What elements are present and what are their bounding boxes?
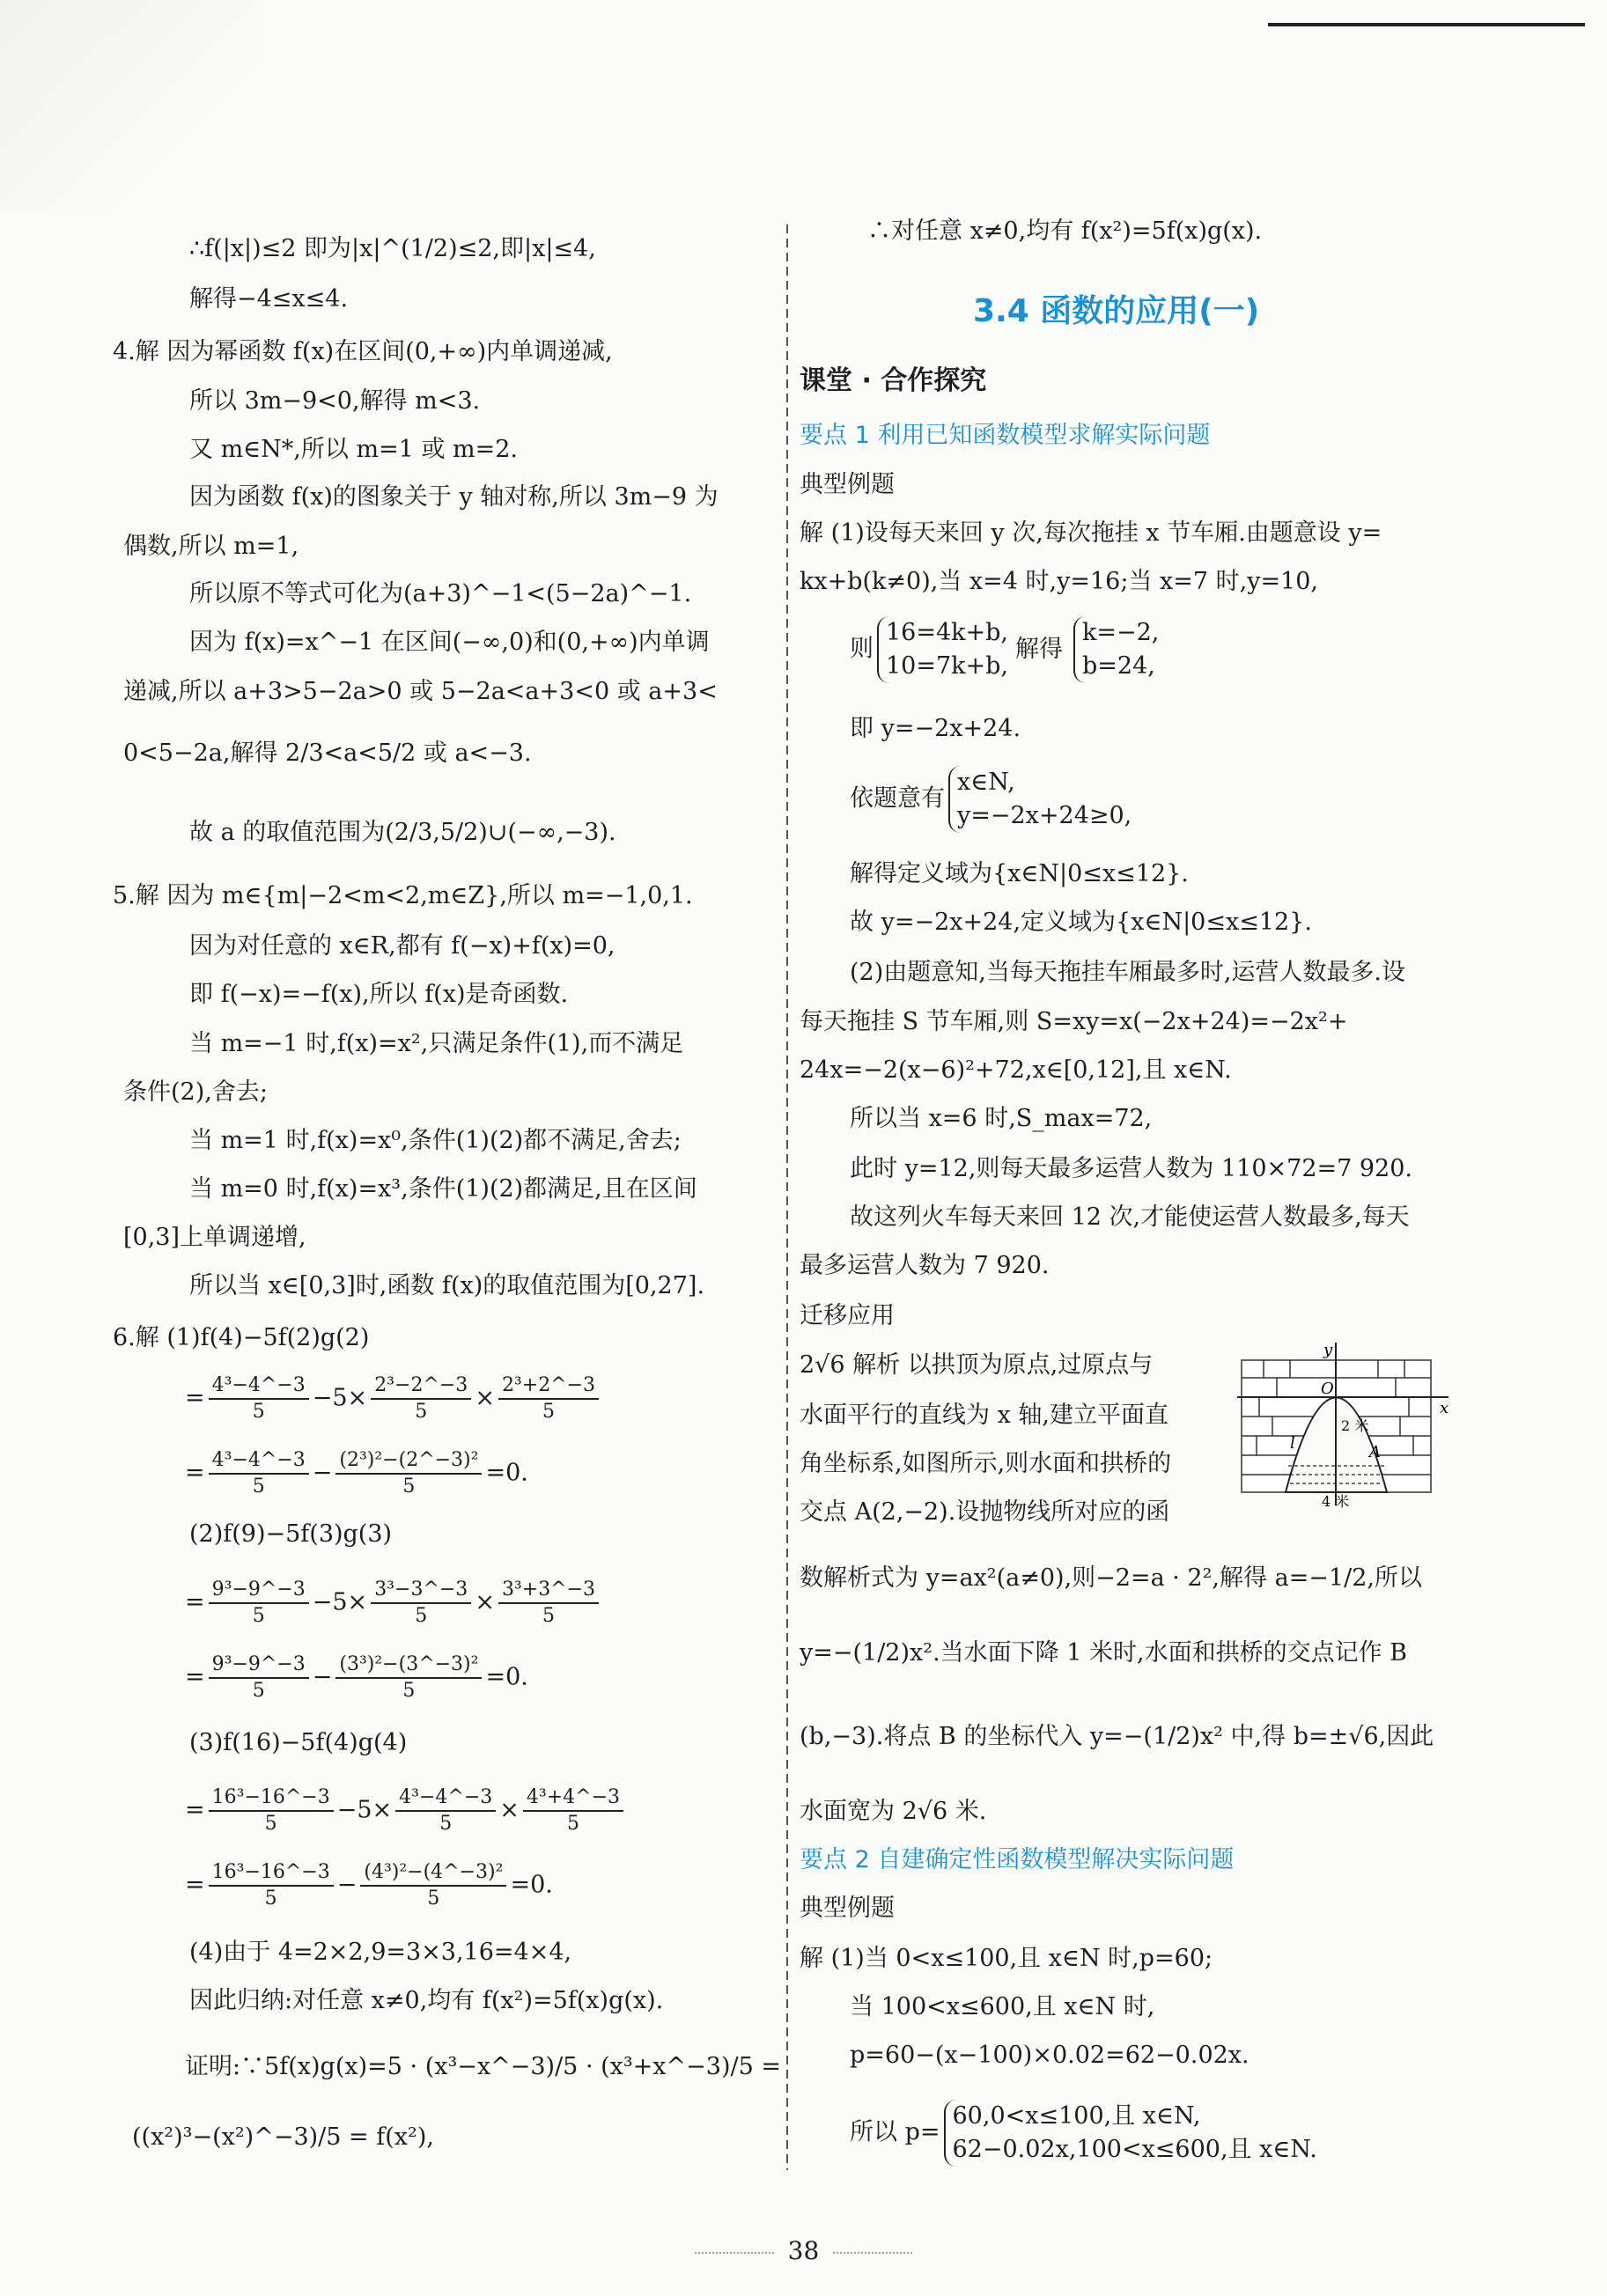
fig-label-o: O [1321,1380,1334,1398]
line: (2)f(9)−5f(3)g(3) [189,1520,393,1548]
fig-label-height: 2 米 [1341,1417,1369,1434]
line: 当 100<x≤600,且 x∈N 时, [850,1993,1155,2020]
page-shadow [0,0,264,211]
equation-3b: = $\frac{\text{16³−16\textasciicircum{}−3}}{5}$ − $\frac{\text{(4³)²−(4\textasciicircum{}−3)²}}{5}$ =0. [185,1861,553,1910]
line: (b,−3).将点 B 的坐标代入 y=−(1/2)x² 中,得 b=±√6,因此 [800,1723,1434,1750]
line: 递减,所以 a+3>5−2a>0 或 5−2a<a+3<0 或 a+3< [123,678,718,705]
line: 4.解 因为幂函数 f(x)在区间(0,+∞)内单调递减, [113,338,613,365]
line: 偶数,所以 m=1, [123,533,299,560]
line: 所以 3m−9<0,解得 m<3. [189,387,481,415]
line: 解 (1)当 0<x≤100,且 x∈N 时,p=60; [800,1945,1213,1972]
line: 故 a 的取值范围为(2/3,5/2)∪(−∞,−3). [189,819,616,846]
line: 当 m=1 时,f(x)=x⁰,条件(1)(2)都不满足,舍去; [189,1127,682,1154]
system-1: 则16=4k+b, 10=7k+b,解得k=−2, b=24, [850,616,1159,683]
fig-label-width: 4 米 [1322,1493,1350,1510]
transfer-heading: 迁移应用 [800,1302,895,1329]
line: 故这列火车每天来回 12 次,才能使运营人数最多,每天 [850,1203,1410,1231]
line: 即 f(−x)=−f(x),所以 f(x)是奇函数. [189,981,569,1008]
line: 所以当 x∈[0,3]时,函数 f(x)的取值范围为[0,27]. [189,1272,705,1299]
line: 水面平行的直线为 x 轴,建立平面直 [800,1402,1168,1429]
line: 条件(2),舍去; [123,1078,268,1106]
section-title: 3.4 函数的应用(一) [973,293,1260,329]
line: (3)f(16)−5f(4)g(4) [189,1729,408,1756]
line: 故 y=−2x+24,定义域为{x∈N|0≤x≤12}. [850,909,1312,936]
line: 5.解 因为 m∈{m|−2<m<2,m∈Z},所以 m=−1,0,1. [113,882,693,909]
equation-2b: = $\frac{\text{9³−9\textasciicircum{}−3}}{5}$ − $\frac{\text{(3³)²−(3\textasciicircum{}−3)²}}{5}$ =0. [185,1653,528,1702]
line: 证明:∵5f(x)g(x)=5 · (x³−x^−3)/5 · (x³+x^−3)/5 = [185,2053,781,2080]
line: 因为对任意的 x∈R,都有 f(−x)+f(x)=0, [189,932,616,960]
arch-bridge-figure [1237,1343,1453,1510]
example-heading-2: 典型例题 [800,1895,895,1922]
line: 当 m=0 时,f(x)=x³,条件(1)(2)都满足,且在区间 [189,1175,697,1203]
line: 6.解 (1)f(4)−5f(2)g(2) [113,1324,370,1351]
line: 解得定义域为{x∈N|0≤x≤12}. [850,860,1189,887]
column-divider [786,224,788,2170]
line: 即 y=−2x+24. [850,715,1021,742]
equation-2a: = $\frac{\text{9³−9\textasciicircum{}−3}}{5}$ −5× $\frac{\text{3³−3\textasciicircum{}−3}}{5}$ × $\frac{\text{3³+3\textasciicircum{}−3}}{5}$ [185,1578,602,1629]
fig-label-l: l [1290,1434,1295,1453]
fig-label-y: y [1323,1343,1333,1359]
fig-label-x: x [1440,1399,1449,1417]
line: 角坐标系,如图所示,则水面和拱桥的 [800,1450,1172,1477]
top-rule [1268,23,1585,26]
line: y=−(1/2)x².当水面下降 1 米时,水面和拱桥的交点记作 B [800,1639,1408,1667]
line: 数解析式为 y=ax²(a≠0),则−2=a · 2²,解得 a=−1/2,所以 [800,1564,1422,1592]
line: 因为函数 f(x)的图象关于 y 轴对称,所以 3m−9 为 [189,483,719,511]
system-2: 依题意有x∈N, y=−2x+24≥0, [850,766,1132,833]
line: ∴对任意 x≠0,均有 f(x²)=5f(x)g(x). [867,217,1263,245]
line: kx+b(k≠0),当 x=4 时,y=16;当 x=7 时,y=10, [800,568,1319,595]
line: 所以原不等式可化为(a+3)^−1<(5−2a)^−1. [189,580,692,607]
line: 又 m∈N*,所以 m=1 或 m=2. [189,436,519,463]
line: 解 (1)设每天来回 y 次,每次拖挂 x 节车厢.由题意设 y= [800,519,1382,547]
point-heading-2: 要点 2 自建确定性函数模型解决实际问题 [800,1846,1235,1873]
line: [0,3]上单调递增, [123,1224,306,1251]
line: 当 m=−1 时,f(x)=x²,只满足条件(1),而不满足 [189,1030,684,1057]
line: ∴f(|x|)≤2 即为|x|^(1/2)≤2,即|x|≤4, [189,235,596,262]
line: 此时 y=12,则每天最多运营人数为 110×72=7 920. [850,1155,1412,1182]
line: 2√6 解析 以拱顶为原点,过原点与 [800,1351,1154,1379]
fig-label-a: A [1369,1443,1381,1461]
line: (2)由题意知,当每天拖挂车厢最多时,运营人数最多.设 [850,959,1405,986]
line: 水面宽为 2√6 米. [800,1798,987,1825]
line: 解得−4≤x≤4. [189,285,349,313]
example-heading-1: 典型例题 [800,471,895,498]
equation-1a: = $\frac{\text{4³−4\textasciicircum{}−3}}{5}$ −5× $\frac{\text{2³−2\textasciicircum{}−3}}{5}$ × $\frac{\text{2³+2\textasciicircum{}−3}}{5}$ [185,1373,602,1424]
point-heading-1: 要点 1 利用已知函数模型求解实际问题 [800,422,1211,449]
line: 交点 A(2,−2).设抛物线所对应的函 [800,1498,1170,1526]
line: 每天拖挂 S 节车厢,则 S=xy=x(−2x+24)=−2x²+ [800,1008,1348,1035]
line: 最多运营人数为 7 920. [800,1252,1050,1279]
line: 0<5−2a,解得 2/3<a<5/2 或 a<−3. [123,740,532,767]
line: (4)由于 4=2×2,9=3×3,16=4×4, [189,1939,572,1966]
line: ((x²)³−(x²)^−3)/5 = f(x²), [132,2123,434,2151]
line: 所以当 x=6 时,S_max=72, [850,1105,1153,1132]
line: 因此归纳:对任意 x≠0,均有 f(x²)=5f(x)g(x). [189,1987,664,2014]
line: 24x=−2(x−6)²+72,x∈[0,12],且 x∈N. [800,1056,1232,1084]
class-heading: 课堂 · 合作探究 [800,365,987,396]
equation-1b: = $\frac{\text{4³−4\textasciicircum{}−3}}{5}$ − $\frac{\text{(2³)²−(2\textasciicircum{}−3)²}}{5}$ =0. [185,1449,528,1498]
line: p=60−(x−100)×0.02=62−0.02x. [850,2042,1249,2069]
line: 因为 f(x)=x^−1 在区间(−∞,0)和(0,+∞)内单调 [189,629,710,656]
equation-3a: = $\frac{\text{16³−16\textasciicircum{}−3}}{5}$ −5× $\frac{\text{4³−4\textasciicircum{}−3}}{5}$ × $\frac{\text{4³+4\textasciicircum{}−3}}{5}$ [185,1785,627,1836]
system-3: 所以 p=60,0<x≤100,且 x∈N, 62−0.02x,100<x≤600,且 x∈N. [850,2100,1317,2167]
page-number: 38 [0,2236,1607,2265]
